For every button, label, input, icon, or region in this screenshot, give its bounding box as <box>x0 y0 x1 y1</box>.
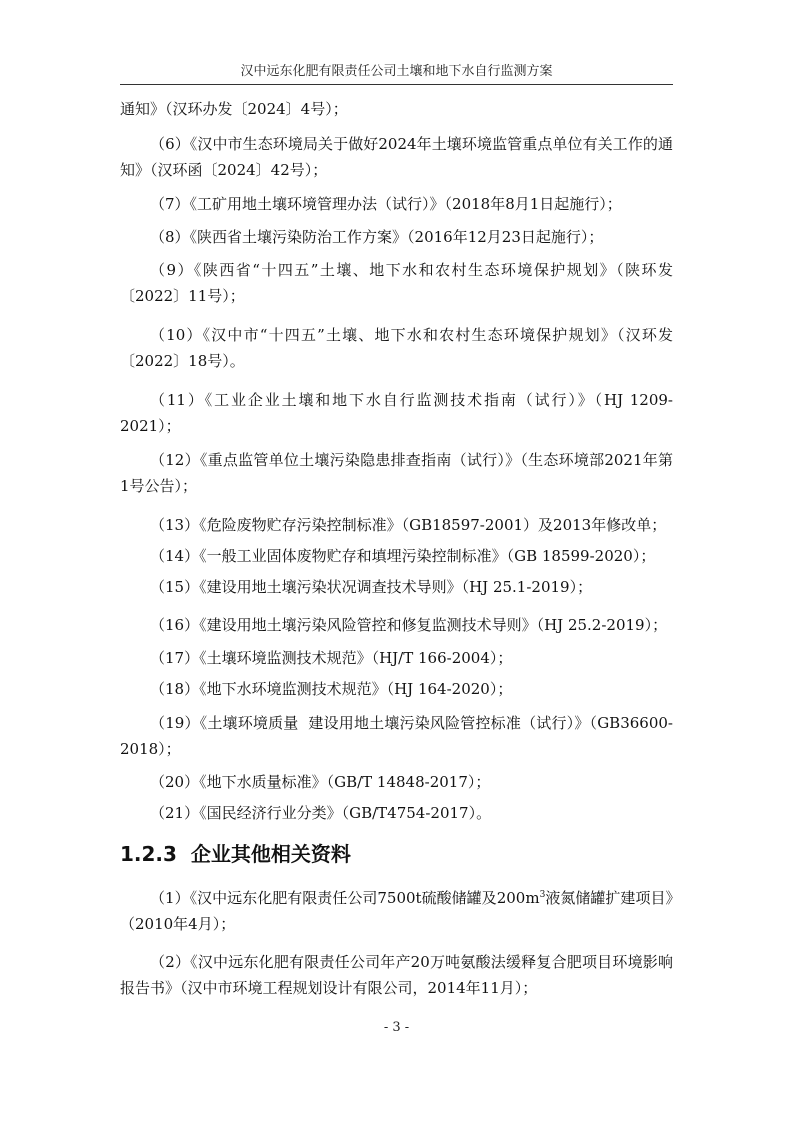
reference-item-10: （10）《汉中市“十四五”土壤、地下水和农村生态环境保护规划》（汉环发〔2022〕18号）。 <box>120 326 673 370</box>
reference-item-14: （14）《一般工业固体废物贮存和填埋污染控制标准》（GB 18599-2020）； <box>150 547 656 565</box>
para-continuation: 通知》（汉环办发〔2024〕4号）； <box>120 100 348 118</box>
reference-item-17: （17）《土壤环境监测技术规范》（HJ/T 166-2004）； <box>150 649 513 667</box>
section-item-2: （2）《汉中远东化肥有限责任公司年产20万吨氨酸法缓释复合肥项目环境影响报告书》（汉中市环境工程规划设计有限公司，2014年11月）； <box>120 953 673 997</box>
reference-item-6: （6）《汉中市生态环境局关于做好2024年土壤环境监管重点单位有关工作的通知》（汉环函〔2024〕42号）； <box>120 135 673 179</box>
reference-item-9: （9）《陕西省“十四五”土壤、地下水和农村生态环境保护规划》（陕环发〔2022〕11号）； <box>120 261 673 305</box>
running-header: 汉中远东化肥有限责任公司土壤和地下水自行监测方案 <box>240 64 553 79</box>
reference-item-16: （16）《建设用地土壤污染风险管控和修复监测技术导则》（HJ 25.2-2019）； <box>150 616 668 634</box>
header-rule <box>120 84 673 85</box>
page-number: - 3 - <box>383 1020 410 1035</box>
reference-item-15: （15）《建设用地土壤污染状况调查技术导则》（HJ 25.1-2019）； <box>150 578 593 596</box>
section-item-1-after: 液氮储罐扩建项目》（2010年4月）； <box>120 889 673 933</box>
reference-item-7: （7）《工矿用地土壤环境管理办法（试行）》（2018年8月1日起施行）； <box>150 195 622 213</box>
reference-item-12: （12）《重点监管单位土壤污染隐患排查指南（试行）》（生态环境部2021年第1号公告）； <box>120 451 673 495</box>
page-content <box>120 96 673 1001</box>
reference-item-13: （13）《危险废物贮存污染控制标准》（GB18597-2001）及2013年修改单； <box>150 516 667 534</box>
section-item-1-before: （1）《汉中远东化肥有限责任公司7500t硫酸储罐及200m <box>150 889 540 907</box>
reference-item-21: （21）《国民经济行业分类》（GB/T4754-2017）。 <box>150 804 492 822</box>
reference-item-19: （19）《土壤环境质量 建设用地土壤污染风险管控标准（试行）》（GB36600-2018）； <box>120 714 673 758</box>
section-number: 1.2.3 <box>120 842 177 866</box>
section-heading <box>120 840 673 868</box>
section-title: 企业其他相关资料 <box>190 842 351 866</box>
reference-item-20: （20）《地下水质量标准》（GB/T 14848-2017）； <box>150 773 491 791</box>
superscript-3: 3 <box>539 890 546 900</box>
reference-item-18: （18）《地下水环境监测技术规范》（HJ 164-2020）； <box>150 680 513 698</box>
section-item-1 <box>120 882 673 937</box>
reference-item-11: （11）《工业企业土壤和地下水自行监测技术指南（试行）》（HJ 1209-2021）； <box>120 391 673 435</box>
reference-item-8: （8）《陕西省土壤污染防治工作方案》（2016年12月23日起施行）； <box>150 228 604 246</box>
